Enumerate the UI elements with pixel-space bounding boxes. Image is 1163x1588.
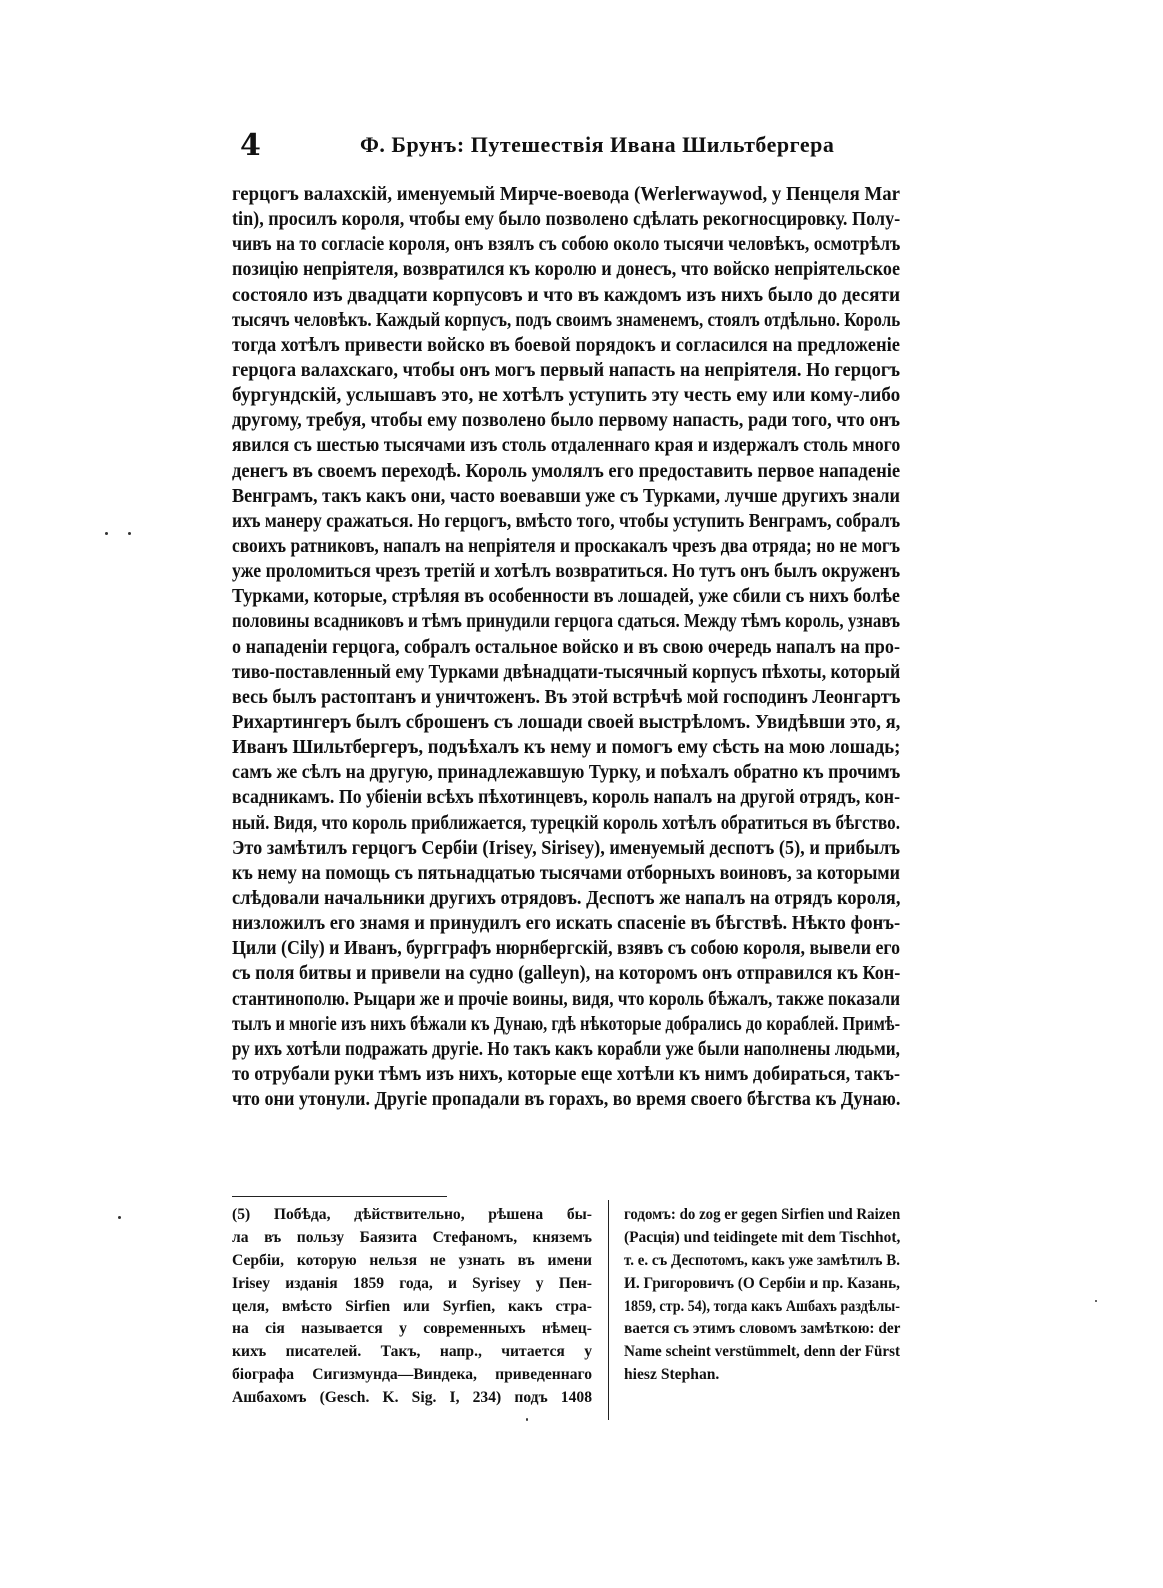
text-line: низложилъ его знамя и принудилъ его искать спасеніе въ бѣгствѣ. Нѣкто фонъ-: [232, 913, 901, 935]
text-line: ру ихъ хотѣли подражать другіе. Но такъ какъ корабли уже были наполнены людьми,: [232, 1038, 900, 1060]
text-line: всадникамъ. По убіеніи всѣхъ пѣхотинцевъ, король напалъ на другой отрядъ, кон-: [232, 787, 901, 809]
print-speck: [1095, 1300, 1097, 1302]
footnote-line: И. Григоровичъ (О Сербіи и пр. Казань,: [624, 1274, 900, 1292]
footnote-line: (Расція) und teidingete mit dem Tischhot,: [624, 1228, 901, 1246]
footnote-column-divider: [608, 1200, 609, 1420]
text-line: то отрубали руки тѣмъ изъ нихъ, которые еще хотѣли къ нимъ добираться, такъ-: [232, 1063, 900, 1085]
text-line: о нападеніи герцога, собралъ остальное войско и въ свою очередь напалъ на про-: [232, 636, 900, 658]
print-speck: [128, 532, 131, 535]
text-line: чивъ на то согласіе короля, онъ взялъ съ собою около тысячи человѣкъ, осмотрѣлъ: [232, 234, 901, 256]
text-line: весь былъ растоптанъ и уничтоженъ. Въ этой встрѣчѣ мой господинъ Леонгартъ: [232, 686, 901, 708]
text-line: тиво-поставленный ему Турками двѣнадцати-тысячный корпусъ пѣхоты, который: [232, 661, 901, 683]
footnote-line: біографа Сигизмунда—Виндека, приведеннаго: [232, 1366, 592, 1384]
text-line: тогда хотѣлъ привести войско въ боевой порядокъ и согласился на предложеніе: [232, 334, 900, 356]
text-line: слѣдовали начальники другихъ отрядовъ. Деспотъ же напалъ на отрядъ короля,: [232, 887, 901, 909]
text-line: Турками, которые, стрѣляя въ особенности въ лошадей, уже сбили съ нихъ болѣе: [232, 586, 900, 608]
text-line: герцога валахскаго, чтобы онъ могъ первый напасть на непріятеля. Но герцогъ: [232, 359, 901, 381]
print-speck: [118, 1216, 121, 1219]
text-line: Это замѣтилъ герцогъ Сербіи (Irisey, Sirisey), именуемый деспотъ (5), и прибылъ: [232, 837, 901, 859]
footnote-line: Irisey изданія 1859 года, и Syrisey у Пен-: [232, 1274, 592, 1292]
footnote-line: 1859, стр. 54), тогда какъ Ашбахъ раздѣлы-: [624, 1297, 900, 1315]
text-line: другому, требуя, чтобы ему позволено было первому напасть, ради того, что онъ: [232, 410, 900, 432]
text-line: самъ же сѣлъ на другую, принадлежавшую Турку, и поѣхалъ обратно къ прочимъ: [232, 762, 901, 784]
footnote-line: Name scheint verstümmelt, denn der Fürst: [624, 1343, 900, 1361]
footnote-line: Сербіи, которую нельзя не узнать въ имени: [232, 1251, 592, 1269]
text-line: Венграмъ, такъ какъ они, часто воевавши уже съ Турками, лучше другихъ знали: [232, 485, 901, 507]
page-number: 4: [240, 128, 261, 163]
text-line: половины всадниковъ и тѣмъ принудили герцога сдаться. Между тѣмъ король, узнавъ: [232, 611, 901, 633]
text-line: уже проломиться чрезъ третій и хотѣлъ возвратиться. Но тутъ онъ былъ окруженъ: [232, 561, 901, 583]
text-line: что они утонули. Другіе пропадали въ горахъ, во время своего бѣгства къ Дунаю.: [232, 1089, 901, 1111]
print-speck: [105, 532, 108, 535]
text-line: герцогъ валахскій, именуемый Мирче-воевода (Werlerwaywod, у Пенцеля Mar: [232, 184, 901, 205]
footnote-line: (5) Побѣда, дѣйствительно, рѣшена бы-: [232, 1206, 592, 1223]
footnote-line: т. е. съ Деспотомъ, какъ уже замѣтилъ В.: [624, 1251, 900, 1269]
text-line: Иванъ Шильтбергеръ, подъѣхалъ къ нему и помогъ ему сѣсть на мою лошадь;: [232, 737, 901, 759]
running-head: Ф. Брунъ: Путешествія Ивана Шильтбергера: [360, 132, 835, 157]
text-line: тылъ и многіе изъ нихъ бѣжали къ Дунаю, гдѣ нѣкоторые добрались до кораблей. Примѣ-: [232, 1013, 901, 1035]
footnote-line: кихъ писателей. Такъ, напр., читается у: [232, 1343, 592, 1361]
text-line: Рихартингеръ былъ сброшенъ съ лошади своей выстрѣломъ. Увидѣвши это, я,: [232, 711, 901, 733]
text-line: тысячъ человѣкъ. Каждый корпусъ, подъ своимъ знаменемъ, стоялъ отдѣльно. Король: [232, 309, 901, 331]
text-line: бургундскій, услышавъ это, не хотѣлъ уступить эту честь ему или кому-либо: [232, 385, 901, 407]
main-text: [232, 182, 900, 1112]
text-line: Цили (Cily) и Иванъ, бургграфъ нюрнбергскій, взявъ съ собою короля, вывели его: [232, 938, 901, 960]
text-line: денегъ въ своемъ переходѣ. Король умолялъ его предоставить первое нападеніе: [232, 460, 901, 482]
footnote-line: ла въ пользу Баязита Стефаномъ, княземъ: [232, 1228, 592, 1246]
footnote-rule: [232, 1196, 447, 1197]
text-line: tin), просилъ короля, чтобы ему было позволено сдѣлать рекогносцировку. Полу-: [232, 209, 901, 231]
text-line: своихъ ратниковъ, напалъ на непріятеля и проскакалъ чрезъ два отряда; но не могъ: [232, 535, 901, 557]
text-line: съ поля битвы и привели на судно (galleyn), на которомъ онъ отправился къ Кон-: [232, 963, 901, 985]
text-line: явился съ шестью тысячами изъ столь отдаленнаго края и издержалъ столь много: [232, 435, 901, 457]
print-speck: [526, 1418, 528, 1421]
footnote-line: Ашбахомъ (Gesch. K. Sig. I, 234) подъ 1408: [232, 1389, 592, 1407]
text-line: къ нему на помощь съ пятьнадцатью тысячами отборныхъ воиновъ, за которыми: [232, 862, 901, 884]
footnote-line: вается съ этимъ словомъ замѣткою: der: [624, 1320, 901, 1338]
footnote-line: на сія называется у современныхъ нѣмец-: [232, 1320, 592, 1338]
text-line: состояло изъ двадцати корпусовъ и что въ каждомъ изъ нихъ было до десяти: [232, 284, 901, 306]
text-line: стантинополю. Рыцари же и прочіе воины, видя, что король бѣжалъ, также показали: [232, 988, 901, 1010]
footnote-line: hiesz Stephan.: [624, 1366, 720, 1384]
footnote-line: целя, вмѣсто Sirfien или Syrfien, какъ стра-: [232, 1297, 592, 1315]
text-line: ихъ манеру сражаться. Но герцогъ, вмѣсто того, чтобы уступить Венграмъ, собралъ: [232, 510, 901, 532]
page-header: [240, 128, 880, 168]
footnote-line: годомъ: do zog er gegen Sirfien und Raizen: [624, 1206, 901, 1223]
text-line: позицію непріятеля, возвратился къ королю и донесъ, что войско непріятельское: [232, 259, 900, 281]
footnote-right-column: [624, 1204, 900, 1387]
text-line: ный. Видя, что король приближается, турецкій король хотѣлъ обратиться въ бѣгство.: [232, 812, 900, 834]
footnote-left-column: [232, 1204, 592, 1410]
